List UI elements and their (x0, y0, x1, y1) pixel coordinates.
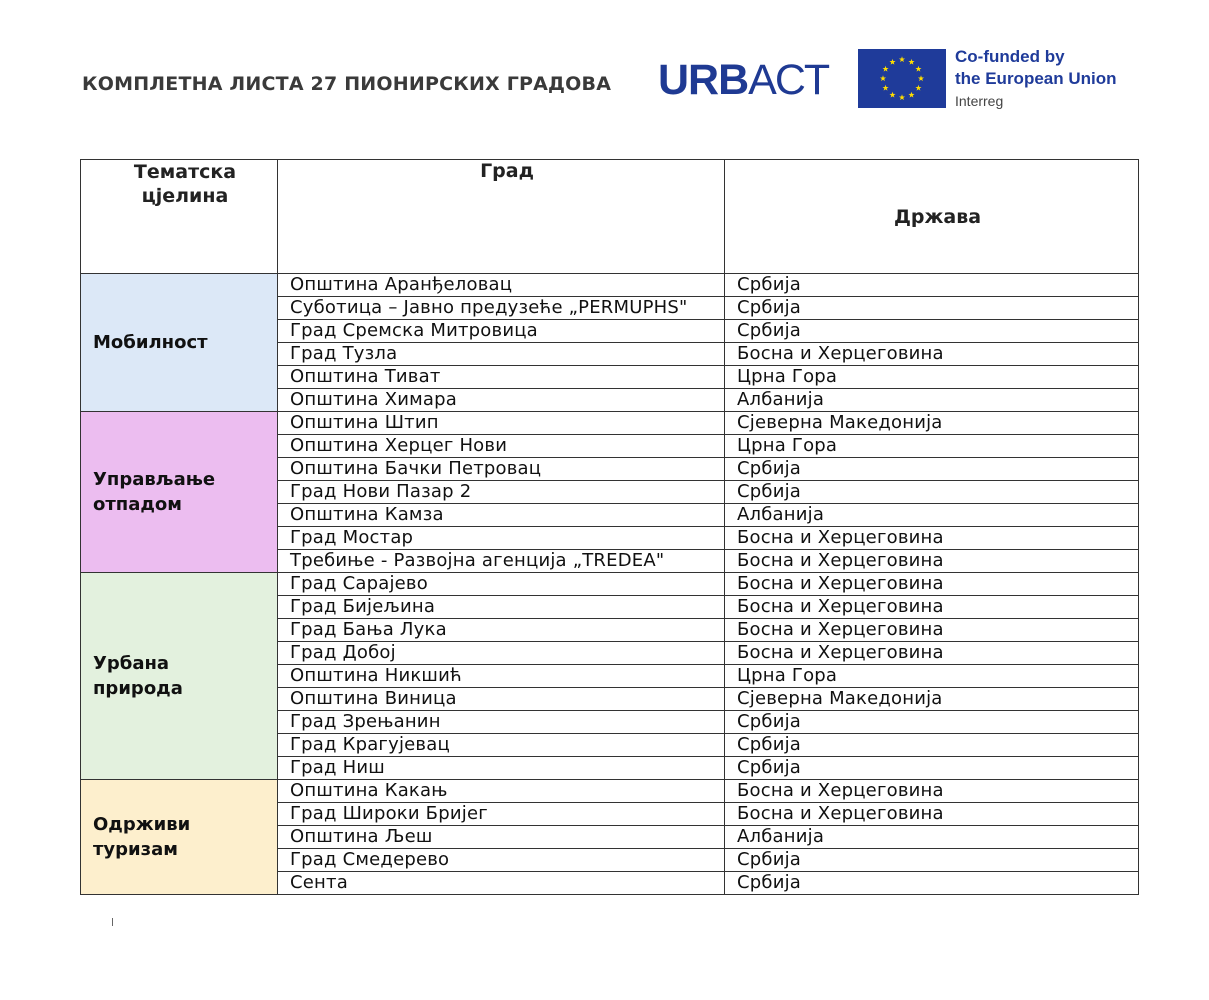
city-cell: Град Ниш (278, 757, 725, 780)
header-city: Град (278, 160, 725, 274)
eu-star-icon (899, 94, 905, 100)
theme-cell: Урбана природа (81, 573, 278, 780)
city-cell: Општина Љеш (278, 826, 725, 849)
country-cell: Црна Гора (725, 366, 1139, 389)
cities-table (80, 159, 1139, 895)
eu-line-1: Co-funded by (955, 47, 1065, 66)
eu-stars-icon (858, 49, 946, 108)
country-cell: Србија (725, 734, 1139, 757)
table-row (81, 780, 1139, 803)
country-cell: Босна и Херцеговина (725, 780, 1139, 803)
country-cell: Србија (725, 711, 1139, 734)
eu-star-icon (908, 59, 914, 65)
city-cell: Општина Никшић (278, 665, 725, 688)
city-cell: Град Нови Пазар 2 (278, 481, 725, 504)
table-row (81, 573, 1139, 596)
country-cell: Албанија (725, 504, 1139, 527)
eu-star-icon (889, 59, 895, 65)
table-row (81, 412, 1139, 435)
country-cell: Босна и Херцеговина (725, 343, 1139, 366)
theme-cell: Одрживи туризам (81, 780, 278, 895)
eu-star-icon (899, 56, 905, 62)
country-cell: Босна и Херцеговина (725, 642, 1139, 665)
country-cell: Србија (725, 757, 1139, 780)
country-cell: Црна Гора (725, 665, 1139, 688)
urbact-logo (658, 56, 828, 105)
city-cell: Општина Камза (278, 504, 725, 527)
city-cell: Општина Штип (278, 412, 725, 435)
page-title: КОМПЛЕТНА ЛИСТА 27 ПИОНИРСКИХ ГРАДОВА (82, 73, 612, 95)
eu-line-2: the European Union (955, 69, 1117, 88)
country-cell: Србија (725, 849, 1139, 872)
city-cell: Општина Херцег Нови (278, 435, 725, 458)
city-cell: Град Зрењанин (278, 711, 725, 734)
eu-star-icon (908, 92, 914, 98)
eu-cofunded-text (955, 46, 1117, 90)
theme-cell: Мобилност (81, 274, 278, 412)
country-cell: Босна и Херцеговина (725, 573, 1139, 596)
city-cell: Град Добој (278, 642, 725, 665)
country-cell: Албанија (725, 389, 1139, 412)
country-cell: Србија (725, 458, 1139, 481)
city-cell: Град Бања Лука (278, 619, 725, 642)
country-cell: Босна и Херцеговина (725, 527, 1139, 550)
city-cell: Требиње - Развојна агенција „TREDEA" (278, 550, 725, 573)
eu-star-icon (883, 66, 889, 72)
country-cell: Србија (725, 320, 1139, 343)
country-cell: Албанија (725, 826, 1139, 849)
city-cell: Град Крагујевац (278, 734, 725, 757)
city-cell: Град Мостар (278, 527, 725, 550)
country-cell: Србија (725, 872, 1139, 895)
table-header-row (81, 160, 1139, 274)
header-country: Држава (725, 160, 1139, 274)
eu-flag-icon (858, 49, 946, 108)
country-cell: Сјеверна Македонија (725, 688, 1139, 711)
city-cell: Општина Виница (278, 688, 725, 711)
city-cell: Суботица – Јавно предузеће „PERMUPHS" (278, 297, 725, 320)
country-cell: Сјеверна Македонија (725, 412, 1139, 435)
country-cell: Босна и Херцеговина (725, 803, 1139, 826)
city-cell: Сента (278, 872, 725, 895)
eu-star-icon (918, 75, 924, 81)
city-cell: Општина Тиват (278, 366, 725, 389)
margin-mark (112, 918, 113, 926)
urbact-logo-text-a: URB (658, 56, 749, 104)
country-cell: Србија (725, 297, 1139, 320)
city-cell: Град Широки Бријег (278, 803, 725, 826)
city-cell: Град Сарајево (278, 573, 725, 596)
eu-star-icon (915, 85, 921, 91)
table-row (81, 274, 1139, 297)
city-cell: Општина Аранђеловац (278, 274, 725, 297)
interreg-label: Interreg (955, 93, 1004, 109)
theme-cell: Управљање отпадом (81, 412, 278, 573)
header-theme: Тематска цјелина (81, 160, 278, 274)
city-cell: Општина Бачки Петровац (278, 458, 725, 481)
eu-star-icon (915, 66, 921, 72)
eu-star-icon (889, 92, 895, 98)
city-cell: Град Тузла (278, 343, 725, 366)
city-cell: Општина Химара (278, 389, 725, 412)
country-cell: Црна Гора (725, 435, 1139, 458)
country-cell: Босна и Херцеговина (725, 596, 1139, 619)
country-cell: Босна и Херцеговина (725, 550, 1139, 573)
city-cell: Општина Какањ (278, 780, 725, 803)
city-cell: Град Бијељина (278, 596, 725, 619)
country-cell: Србија (725, 274, 1139, 297)
country-cell: Босна и Херцеговина (725, 619, 1139, 642)
city-cell: Град Сремска Митровица (278, 320, 725, 343)
eu-star-icon (880, 75, 886, 81)
country-cell: Србија (725, 481, 1139, 504)
city-cell: Град Смедерево (278, 849, 725, 872)
urbact-logo-text-b: ACT (748, 56, 829, 104)
eu-star-icon (883, 85, 889, 91)
